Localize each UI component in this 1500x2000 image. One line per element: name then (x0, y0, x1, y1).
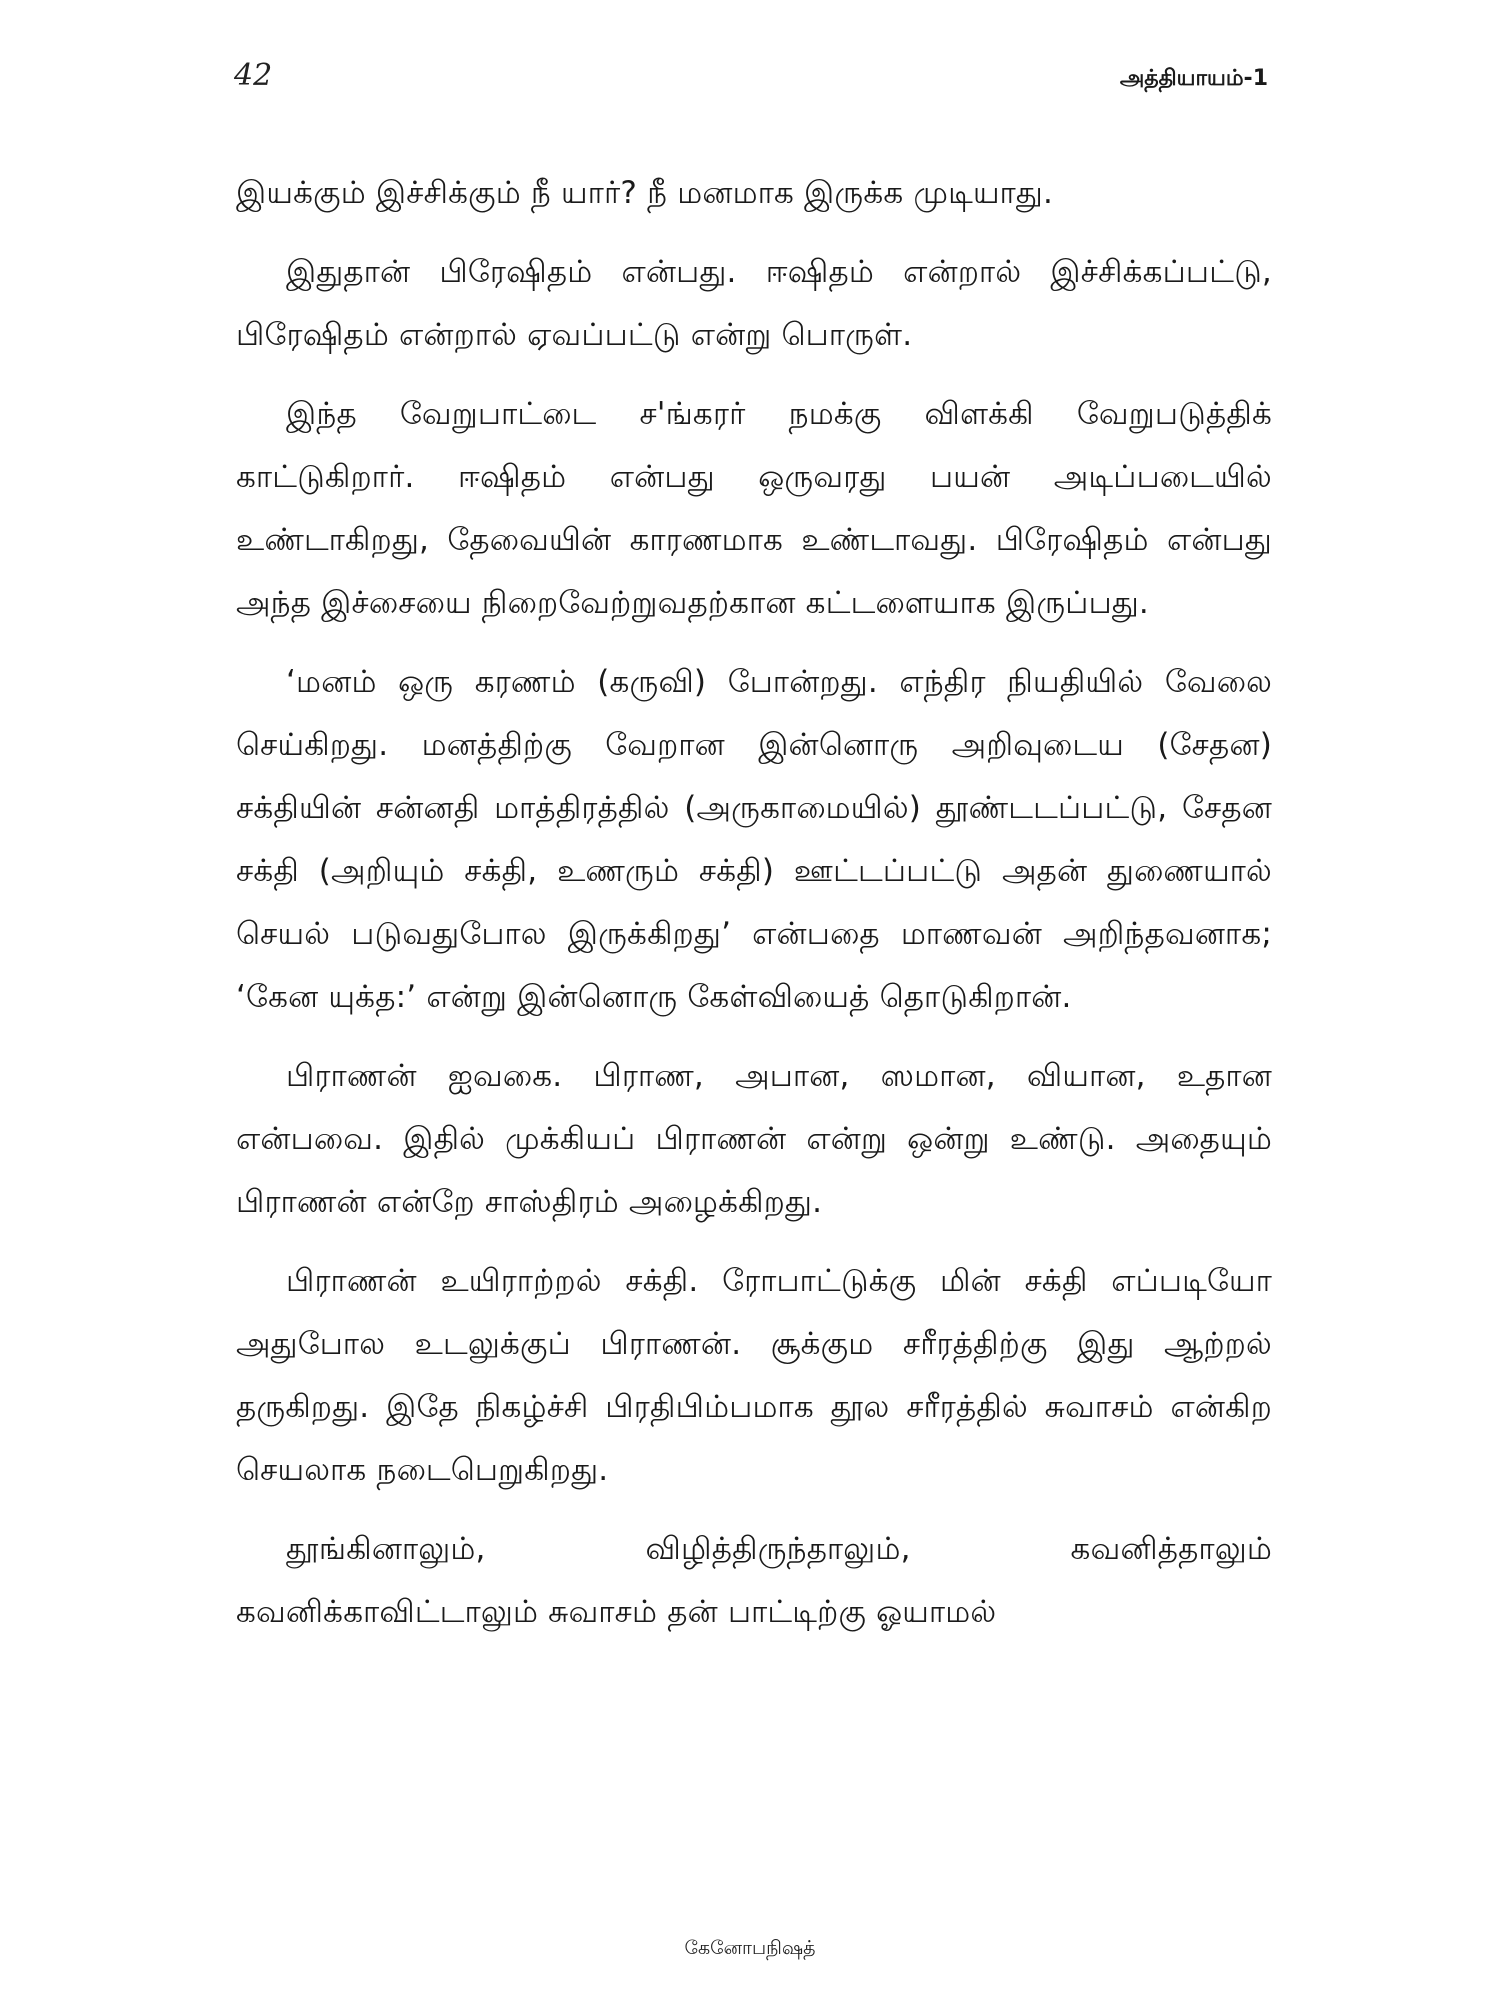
paragraph-7: தூங்கினாலும், விழித்திருந்தாலும், கவனித்தாலும் கவனிக்காவிட்டாலும் சுவாசம் தன் பாட்டிற்கு ஓயாமல் (236, 1531, 1272, 1630)
paragraph-4: ‘மனம் ஒரு கரணம் (கருவி) போன்றது. எந்திர நியதியில் வேலை செய்கிறது. மனத்திற்கு வேறான இன்னொரு அறிவுடைய (சேதன) சக்தியின் சன்னதி மாத்திரத்தில் (அருகாமையில்) தூண்டடப்பட்டு, சேதன சக்தி (அறியும் சக்தி, உணரும் சக்தி) ஊட்டப்பட்டு அதன் துணையால் செயல் படுவதுபோல இருக்கிறது’ என்பதை மாணவன் அறிந்தவனாக; ‘கேன யுக்த:’ என்று இன்னொரு கேள்வியைத் தொடுகிறான். (236, 664, 1272, 1015)
footer-book-title: கேனோபநிஷத் (684, 1937, 816, 1959)
chapter-running-head: அத்தியாயம்-1 (1119, 66, 1268, 91)
paragraph-2: இதுதான் பிரேஷிதம் என்பது. ஈஷிதம் என்றால் இச்சிக்கப்பட்டு, பிரேஷிதம் என்றால் ஏவப்பட்டு என்று பொருள். (236, 254, 1272, 353)
paragraph-6: பிராணன் உயிராற்றல் சக்தி. ரோபாட்டுக்கு மின் சக்தி எப்படியோ அதுபோல உடலுக்குப் பிராணன். சூக்கும சரீரத்திற்கு இது ஆற்றல் தருகிறது. இதே நிகழ்ச்சி பிரதிபிம்பமாக தூல சரீரத்தில் சுவாசம் என்கிற செயலாக நடைபெறுகிறது. (236, 1263, 1272, 1488)
paragraph-1: இயக்கும் இச்சிக்கும் நீ யார்? நீ மனமாக இருக்க முடியாது. (236, 175, 1054, 211)
body-text (236, 162, 1272, 1660)
paragraph-3: இந்த வேறுபாட்டை ச'ங்கரர் நமக்கு விளக்கி வேறுபடுத்திக் காட்டுகிறார். ஈஷிதம் என்பது ஒருவரது பயன் அடிப்படையில் உண்டாகிறது, தேவையின் காரணமாக உண்டாவது. பிரேஷிதம் என்பது அந்த இச்சையை நிறைவேற்றுவதற்கான கட்டளையாக இருப்பது. (236, 396, 1272, 621)
paragraph-5: பிராணன் ஐவகை. பிராண, அபான, ஸமான, வியான, உதான என்பவை. இதில் முக்கியப் பிராணன் என்று ஒன்று உண்டு. அதையும் பிராணன் என்றே சாஸ்திரம் அழைக்கிறது. (236, 1058, 1272, 1220)
page-number: 42 (234, 58, 273, 93)
